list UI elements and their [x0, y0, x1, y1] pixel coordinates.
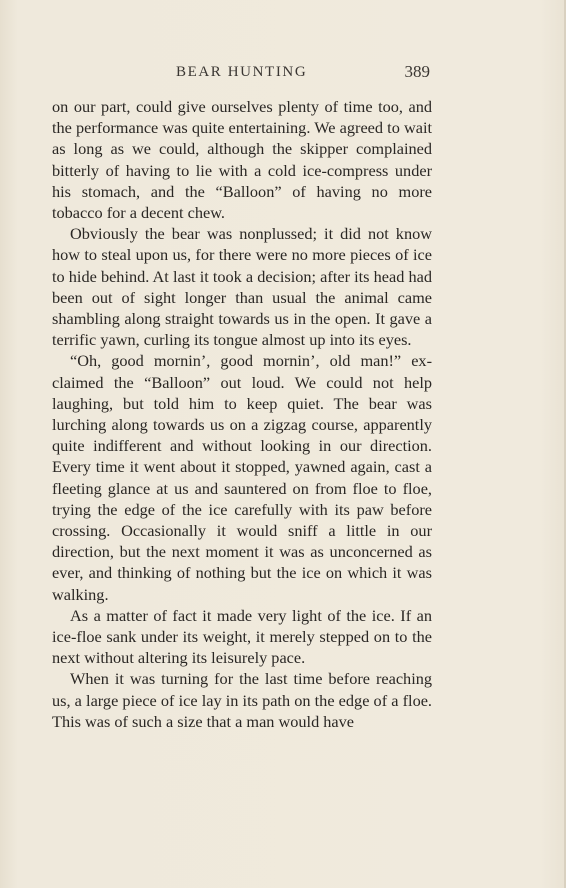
body-text — [52, 96, 432, 732]
page-header — [52, 62, 432, 86]
paragraph: on our part, could give ourselves plenty of time too, and the performance was quite entertaining. We agreed to wait as long as we could, although the skipper complained bitterly of having to lie with a cold ice-compress under his stomach, and the “Balloon” of having no more tobacco for a decent chew. — [52, 97, 432, 223]
paragraph: As a matter of fact it made very light of the ice. If an ice-floe sank under its weight, it merely stepped on to the next without altering its leisurely pace. — [52, 605, 432, 668]
running-title: BEAR HUNTING — [176, 64, 308, 80]
paragraph: When it was turning for the last time before reaching us, a large piece of ice lay in its path on the edge of a floe. This was of such a size that a man would have — [52, 669, 432, 731]
paragraph: “Oh, good mornin’, good mornin’, old man!” exclaimed the “Balloon” out loud. We could not help laughing, but told him to keep quiet. The bear was lurching along towards us on a zigzag course, apparently quite indifferent and without looking in our direction. Every time it went about it stopped, yawned again, cast a fleeting glance at us and sauntered on from floe to floe, trying the edge of the ice carefully with its paw before crossing. Occasionally it would sniff a little in our direction, but the next moment it was as unconcerned as ever, and thinking of nothing but the ice on which it was walking. — [52, 351, 432, 604]
paragraph: Obviously the bear was nonplussed; it did not know how to steal upon us, for there were no more pieces of ice to hide behind. At last it took a decision; after its head had been out of sight longer than usual the animal came shambling along straight towards us in the open. It gave a terrific yawn, curling its tongue almost up into its eyes. — [52, 224, 432, 350]
page-number: 389 — [404, 62, 430, 81]
